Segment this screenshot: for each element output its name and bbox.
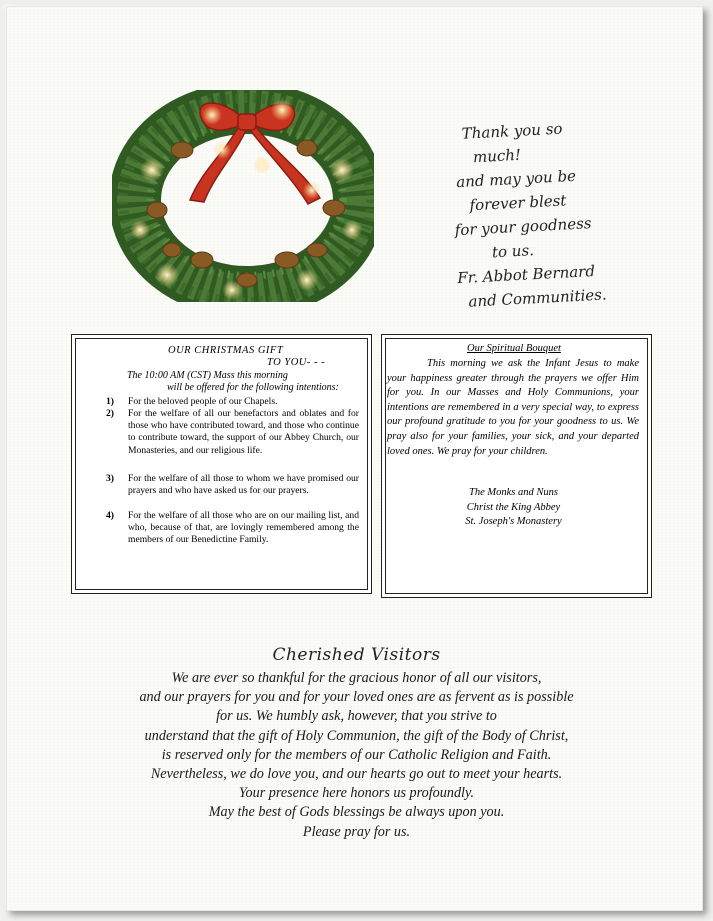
visitors-line: and our prayers for you and for your loved ones are as fervent as is possible <box>139 689 574 706</box>
intention-item <box>106 396 359 408</box>
visitors-line: Nevertheless, we do love you, and our hearts go out to meet your hearts. <box>150 766 563 783</box>
note-line: and may you be <box>455 166 577 192</box>
visitors-line: May the best of Gods blessings be always upon you. <box>208 804 505 821</box>
note-line: to us. <box>491 241 535 262</box>
visitors-line: is reserved only for the members of our Catholic Religion and Faith. <box>161 746 552 763</box>
visitors-line: for us. We humbly ask, however, that you strive to <box>216 708 497 725</box>
gift-title: OUR CHRISTMAS GIFT <box>168 345 284 356</box>
intention-item <box>106 473 359 497</box>
visitors-line: Your presence here honors us profoundly. <box>238 785 475 802</box>
cherished-visitors-body <box>0 669 713 842</box>
signoff-line: Christ the King Abbey <box>466 501 561 513</box>
visitors-line: We are ever so thankful for the gracious honor of all our visitors, <box>171 670 542 686</box>
intention-item <box>106 408 359 457</box>
note-line: for your goodness <box>454 214 592 240</box>
signoff-line: St. Joseph's Monastery <box>465 516 562 527</box>
visitors-line: understand that the gift of Holy Communion, the gift of the Body of Christ, <box>144 727 569 744</box>
christmas-gift-box <box>71 334 372 594</box>
intention-text: For the beloved people of our Chapels. <box>128 396 278 407</box>
intention-item <box>106 510 359 547</box>
cherished-visitors-title: Cherished Visitors <box>272 645 441 665</box>
intention-number: 3) <box>106 473 114 484</box>
gift-intro-line: The 10:00 AM (CST) Mass this morning <box>127 370 288 381</box>
intention-number: 1) <box>106 396 114 407</box>
note-line: Fr. Abbot Bernard <box>456 261 596 288</box>
gift-intro <box>127 370 339 394</box>
intention-text: For the welfare of all those to whom we have promised our prayers and who have asked us for our prayers. <box>128 473 359 497</box>
note-line: Thank you so <box>461 119 563 143</box>
note-line: and Communities. <box>468 285 608 311</box>
intention-text: For the welfare of all those who are on our mailing list, and who, because of that, are lovingly remembered among the members of our Benedictine Family. <box>128 510 359 546</box>
signoff-line: The Monks and Nuns <box>469 487 558 498</box>
spiritual-bouquet-body: This morning we ask the Infant Jesus to make your happiness greater through the prayers we offer Him for you. In our Masses and Holy Communions, your intentions are remembered in a very special way, to express our profound gratitude to you for your goodness to us. We pray also for your families, your sick, and your departed loved ones. We pray for your children. <box>387 358 639 457</box>
spiritual-bouquet-title: Our Spiritual Bouquet <box>467 343 561 354</box>
gift-title-line2: TO YOU- - - <box>267 357 326 368</box>
note-line: forever blest <box>469 191 567 215</box>
note-line: much! <box>472 145 522 167</box>
spiritual-bouquet-box <box>381 334 652 598</box>
visitors-line: Please pray for us. <box>302 823 411 840</box>
gift-intro-line: will be offered for the following intentions: <box>167 382 339 393</box>
christmas-wreath-image <box>112 90 374 302</box>
intention-number: 4) <box>106 510 114 521</box>
intention-number: 2) <box>106 408 114 419</box>
handwritten-note <box>443 114 628 313</box>
intention-text: For the welfare of all our benefactors and oblates and for those who have contributed toward, and those who continue to contribute toward, the support of our Abbey Church, our Monasteries, and our religious life. <box>128 408 359 456</box>
spiritual-bouquet-signoff <box>382 486 645 530</box>
